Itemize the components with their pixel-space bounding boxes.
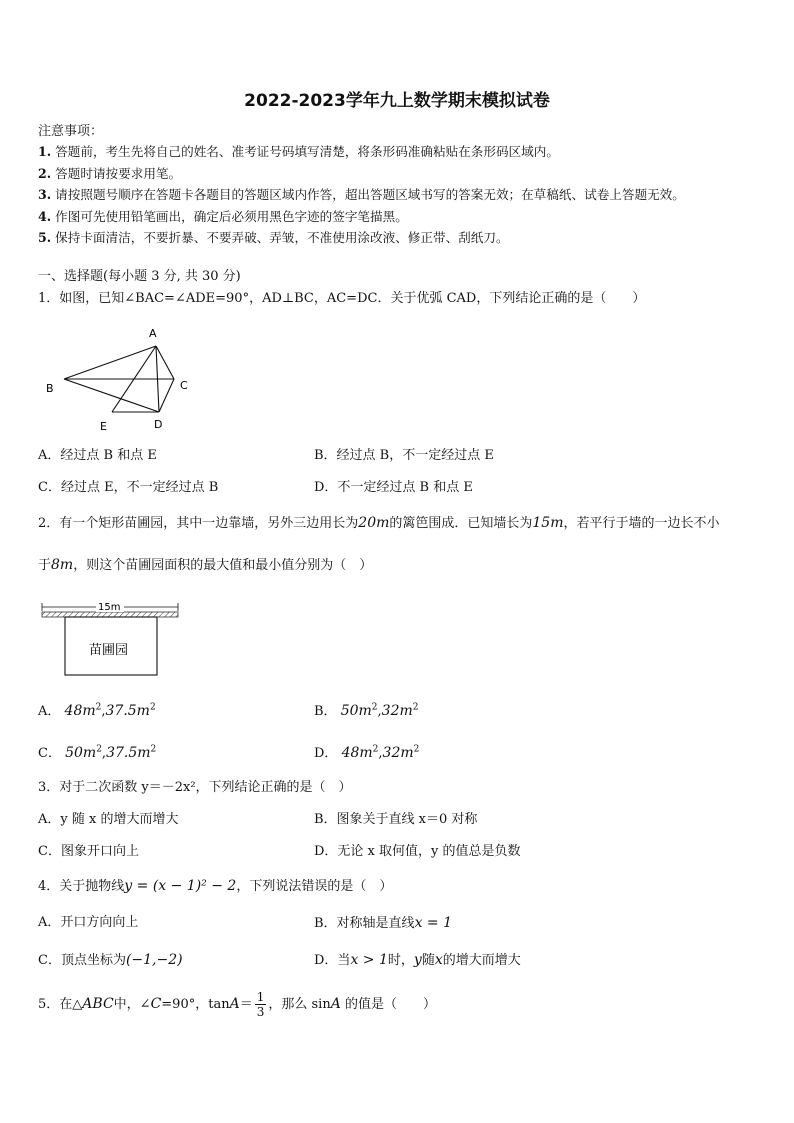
q1-line-bd bbox=[64, 379, 159, 412]
q2-option-d[interactable]: D． $48m^2,32m^2$ bbox=[314, 744, 420, 761]
q1-option-b[interactable]: B．经过点 B，不一定经过点 E bbox=[314, 448, 494, 463]
q1-label-e: E bbox=[100, 420, 107, 432]
q1-label-d: D bbox=[154, 418, 163, 431]
q1-option-c[interactable]: C．经过点 E，不一定经过点 B bbox=[38, 480, 219, 495]
page-title: 2022-2023学年九上数学期末模拟试卷 bbox=[244, 91, 550, 111]
notice-item: 5. 保持卡面清洁，不要折暴、不要弄破、弄皱，不准使用涂改液、修正带、刮纸刀。 bbox=[38, 230, 509, 245]
q4-formula: y = (x − 1)² − 2 bbox=[124, 878, 237, 894]
q4-option-a[interactable]: A．开口方向向上 bbox=[38, 915, 139, 930]
q4-option-b[interactable]: B．对称轴是直线x = 1 bbox=[314, 915, 452, 931]
notice-item: 4. 作图可先使用铅笔画出，确定后必须用黑色字迹的签字笔描黑。 bbox=[38, 208, 408, 224]
q3-stem: 3．对于二次函数 y＝－2x²，下列结论正确的是（ ） bbox=[38, 780, 352, 795]
q2-garden-label: 苗圃园 bbox=[89, 643, 129, 658]
q3-option-b[interactable]: B．图象关于直线 x＝0 对称 bbox=[314, 812, 478, 827]
q1-label-b: B bbox=[46, 382, 54, 395]
q3-option-d[interactable]: D．无论 x 取何值，y 的值总是负数 bbox=[314, 844, 521, 859]
q1-figure bbox=[42, 322, 202, 432]
q2-option-a[interactable]: A． $48m^2,37.5m^2$ bbox=[38, 702, 156, 719]
notice-item: 3. 请按照题号顺序在答题卡各题目的答题区域内作答，超出答题区域书写的答案无效；在草稿纸、试卷上答题无效。 bbox=[38, 187, 685, 202]
q4-option-d[interactable]: D．当x > 1时，y随x的增大而增大 bbox=[314, 952, 521, 968]
notice-list bbox=[38, 141, 778, 249]
q4-stem: 4．关于抛物线y = (x − 1)² − 2，下列说法错误的是（ ） bbox=[38, 878, 393, 894]
q2-option-c[interactable]: C． $50m^2,37.5m^2$ bbox=[38, 744, 157, 761]
q1-option-d[interactable]: D．不一定经过点 B 和点 E bbox=[314, 480, 473, 495]
q3-option-a[interactable]: A．y 随 x 的增大而增大 bbox=[38, 812, 179, 827]
notice-heading: 注意事项： bbox=[38, 124, 104, 139]
q2-stem-line1: 2．有一个矩形苗圃园，其中一边靠墙，另外三边用长为20m的篱笆围成．已知墙长为15m，若平行于墙的一边长不小 bbox=[38, 515, 720, 531]
q2-stem-line2: 于8m，则这个苗圃园面积的最大值和最小值分别为（ ） bbox=[38, 557, 373, 573]
q1-line-cd bbox=[159, 379, 174, 412]
q5-stem: 5．在△ABC中，∠C=90°，tanA＝ $\frac{1}{3}$ ，那么 sinA 的值是（ ） bbox=[38, 990, 436, 1019]
q1-label-a: A bbox=[149, 327, 157, 340]
q2-figure bbox=[36, 598, 186, 680]
q2-wall-length: 15m bbox=[98, 602, 121, 613]
section-heading: 一、选择题(每小题 3 分, 共 30 分) bbox=[38, 269, 241, 284]
q2-option-b[interactable]: B． $50m^2,32m^2$ bbox=[314, 702, 419, 719]
q1-label-c: C bbox=[180, 379, 188, 392]
q3-option-c[interactable]: C．图象开口向上 bbox=[38, 844, 139, 859]
q1-line-ac bbox=[156, 346, 174, 379]
notice-item: 2. 答题时请按要求用笔。 bbox=[38, 165, 182, 181]
q5-fraction: $\frac{1}{3}$ bbox=[256, 990, 265, 1019]
q1-option-a[interactable]: A．经过点 B 和点 E bbox=[38, 448, 157, 463]
notice-item: 1. 答题前，考生先将自己的姓名、准考证号码填写清楚，将条形码准确粘贴在条形码区域内。 bbox=[38, 144, 559, 159]
q1-stem: 1．如图，已知∠BAC=∠ADE=90°，AD⊥BC，AC=DC．关于优弧 CAD，下列结论正确的是（ ） bbox=[38, 291, 646, 306]
q4-option-c[interactable]: C．顶点坐标为(−1,−2) bbox=[38, 952, 183, 968]
q1-line-ab bbox=[64, 346, 156, 379]
